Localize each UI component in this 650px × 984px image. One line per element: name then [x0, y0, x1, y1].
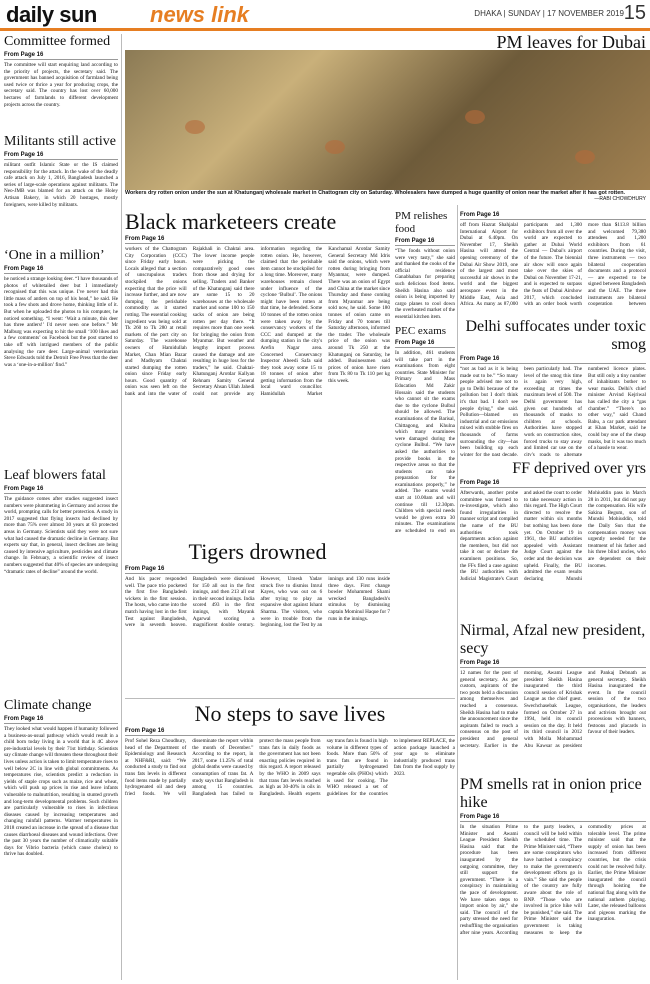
spacer [460, 50, 646, 51]
photo-caption: Workers dry rotten onion under the sun at Khatunganj wholesale market in Chattogram city on Saturday. Wholesalers have dumped a huge quantity of onion near the market after it has got rotten. [125, 190, 626, 196]
minion-text: he noticed a strange looking deer. “I have thousands of photos of whitetailed deer but I immediately recognised that this was unique. I've never had this little mass of antlers on top of his head,” he said. He took a few shots and drove home, thinking little of it. But when he uploaded the photos to his computer, he noticed something. “I went: ‘Wait a minute, this deer has three antlers!’ I'd never seen one before.” Mr Malburg was expecting to hit the small ‘100 likes and a few comments’ on Facebook but the post started to take off with intrigued members of the public analysing the rare deer. Large-animal veterinarian Steve Edwards told the Detroit Free Press that the deer was a ‘one-in-a-million’ find.” [4, 276, 118, 368]
page-number: 15 [623, 2, 646, 24]
blackmarket-jump: From Page 16 [125, 236, 390, 244]
nosteps-article [125, 702, 455, 980]
committee-jump: From Page 16 [4, 52, 118, 60]
ff-article [460, 460, 646, 618]
nirmal-headline: Nirmal, Afzal new president, secy [460, 622, 646, 657]
committee-text: The committee will start enquiring land according to the priority of projects, the secretary said. The government has banned acquisition of farmland being used twice or thrice a year for producing crops, the secretary said. The country has lost over 60,000 hectares of farmlands to different development projects across the country. [4, 62, 118, 108]
masthead-rule [0, 28, 650, 31]
tigers-article [125, 540, 390, 695]
newspaper-logo: daily sun [6, 2, 97, 27]
blackmarket-headline: Black marketeers create [125, 210, 337, 234]
nosteps-text: Prof Sohel Reza Choudhury, head of the Department of Epidemiology and Research at NHF&RI, said: “We conducted a study to find out trans fats levels in different food items made by partially hydrogenated oil and deep fried foods. We will disseminate the report within the month of December.” According to the report, in 2017, some 11.25% of total global deaths were caused by consumption of trans fat. A study says that Bangladesh is among 15 countries. Bangladesh has failed to protect the mass people from trans fats in daily foods as the government has not been enacting policies required in this regard. A report released by the WHO in 2009 says that trans fats levels reached as high as 30-40% in oils in Bangladesh. Health experts say trans fats is found in high volume in different types of foods. More than 50% of trans fats are found in partially hydrogenated vegetable oils (PHOs) which is used for cooking. The WHO released a set of guidelines for the countries to implement REPLACE, the action package launched a year ago to eliminate industrially produced trans fats from the food supply by 2023. [125, 738, 455, 797]
nosteps-headline: No steps to save lives [194, 702, 386, 726]
ff-jump: From Page 16 [460, 480, 646, 488]
column-divider [457, 205, 458, 980]
pec-headline: PEC exams [395, 325, 447, 337]
dubai-text: off from Hazrat Shahjalal International Airport for Dubai at 6.40pm. On November 17, Sheikh Hasina will attend the opening ceremony of the Dubai Air Show 2019, one of the largest and most successful air shows in the world and the biggest aerospace event in the Middle East, Asia and Africa. As many as 87,000 participants and 1,300 exhibitors from all over the world are expected to gather at Dubai World Central — Dubai's airport of the future. The biennial air show will once again take over the skies of Dubai on November 17-21, and is expected to surpass the feats of Dubai Airshow 2017, which concluded with an order book worth more than $113.8 billion and welcomed 79,380 attendees and 1,200 exhibitors from 61 countries. During the visit, three instruments — two bilateral cooperation documents and a protocol — are expected to be signed between Bangladesh and the UAE. The three instruments are bilateral cooperation between [460, 222, 646, 308]
onion-pile [575, 150, 595, 164]
leaf-headline: Leaf blowers fatal [4, 468, 106, 483]
delhi-headline: Delhi suffocates under toxic smog [465, 318, 646, 353]
pec-jump: From Page 16 [395, 340, 455, 348]
nirmal-text: 12 names for the post of general secretary. As per custom, aspirants of the two posts held a discussion among themselves and reached a consensus. Sheikh Hasina had to make the announcement since the aspirants failed to reach a consensus on the post of president and general secretary. Earlier in the morning, Awami League president Sheikh Hasina inaugurated the third council session of Krishak League as the chief guest. Swechchasebak League, formed on October 27 in 1994, held its council session on the day. It held its third council in 2012 with Molla Mohammad Abu Kawsar as president and Pankaj Debnath as general secretary. Sheikh Hasina inaugurated the event. In the council session of the two organisations, the leaders and activists brought out processions with banners, festoons and placards in favour of their leaders. [460, 670, 646, 749]
pec-article [395, 325, 455, 535]
climate-headline: Climate change [4, 698, 92, 713]
left-column [4, 34, 118, 980]
militants-jump: From Page 16 [4, 152, 118, 160]
blackmarket-text: workers of the Chattogram City Corporation (CCC) since Friday early hours. Locals alleged that a section of unscrupulous traders stockpiled the onions expecting that the price will increase further, and are now dumping the perishable commodity as it started rotting. The essential cooking ingredient was being sold at Tk 260 to Tk 280 at retail markets of the port city on Saturday. The warehouse owners of Hamidullah Market, Chan Mian Bazar and Madhyam Chaktai started dumping the rotten onion since Friday early hours. Good quantity of onion was seen left on the bank and into the water of Rajakhali in Chaktai area. The lower income people were picking the comparatively good ones from those and drying for selling. Traders and Banker of the Khatunganj said there are some 15 to 20 warehouses at the wholesale market and some 100 to 150 sacks of onion are being rotten per day there. “It requires more than one week for bringing the onion from Myanmar. But weather and lengthy import process caused the damage and are resulting in huge loss for the traders,” he said. Chaktai-Khatunganj Arotdar Kallyan Rehnam Samity General Secretary Ahsan Ullah Jahedi could not provide any information regarding the rotten onion. He, however, claimed that the perishable item cannot be stockpiled for a long time. Moreover, many warehouses remain closed under influence of the cyclone ‘Bulbul’. The onions might have been rotten at that time, he defended. Some 10 tonnes of the rotten onion were taken away by the conservancy workers of the CCC and dumped at the dumping station in the city's Arefin Nagar area. Concerned Conservancy Inspector Abeedi Safa said they took away some 15 to 18 tonnes of onion after getting information from the local ward councillor. Hamidullah Market Kanchamal Arotdar Samity General Secretary Md Idris said the onions, which were rotten during bringing from Myanmar, were dumped. There was an onion of Egypt and China at the market since Thursday and those coming from Myanmar are being sold now, he said. Some 180 tonnes of onion came on Friday and 70 tonnes till Saturday afternoon, informed the trader. The wholesale price of the onion was around Tk 250 at the Khatunganj on Saturday, he added. Businessmen said prices of onion have risen from Tk 80 to Tk 110 per kg this week. [125, 246, 390, 398]
pec-text: In addition, 461 students will take part in the examinations from eight countries. State Minister for Primary and Mass Education Md Zakir Hossain said the students who cannot sit the exams due to the cyclone Bulbul should be allowed. The examinations of the Barisal, Chittagong, and Khulna which many examinees were damaged during the cyclone Bulbul. “We have asked the authorities to provide books in the respective areas so that the students can take preparation for the examinations properly,” he added. The exams would start at 10.00am and will continue till 12.30pm. Children with special needs would be given extra 30 minutes. The examinations are scheduled to end on [395, 350, 455, 535]
onion-pile [325, 140, 345, 154]
tigers-jump: From Page 16 [125, 566, 390, 574]
masthead [0, 0, 650, 28]
dubai-article [460, 222, 646, 314]
onion-pile [185, 120, 205, 134]
relish-text: “The foods without onion were very tasty,” she said and thanked the cooks of the official residence Ganabhaban for preparing such delicious food items. Sheikh Hasina also said onion is being imported by cargo planes to cool down the overheated market of the essential kitchen item. [395, 248, 455, 320]
committee-headline: Committee formed [4, 34, 111, 49]
pmsmells-article [460, 776, 646, 980]
militants-text: militant outfit Islamic State or the IS claimed responsibility for the attack. In the wake of the deadly cafe attack on July 1, 2016, Bangladesh launched a series of large-scale operations against militants. The Neo-JMB was blamed for an attack on the Holey Artisan Bakery, in which 20 hostages, mostly foreigners, were killed by militants. [4, 162, 118, 208]
ff-headline: FF deprived over yrs [512, 460, 646, 477]
onion-pile [465, 110, 485, 124]
section-divider [125, 698, 455, 699]
relish-headline: PM relishes food [395, 210, 448, 235]
pmsmells-jump: From Page 16 [460, 814, 646, 822]
spacer [460, 50, 461, 51]
blackmarket-article [125, 210, 390, 535]
photo-credit: —RABI CHOWDHURY [594, 196, 646, 202]
dubai-header [384, 34, 646, 48]
dateline: DHAKA | SUNDAY | 17 NOVEMBER 2019 [474, 9, 624, 18]
pmsmells-text: In the situation Prime Minister and Awami League President Sheikh Hasina said that the procedure has been inaugurated by the outgoing committee, they still support the government. “There is a conspiracy in maintaining the pace of development. We have taken steps to import onion by air,” she said. The council of the party stressed the need for reshuffling the organisation after nine years. According to the party leaders, a council will be held within the scheduled time. The Prime Minister said, “There are some conspirators who have hatched a conspiracy to make the government's development efforts go in vain.” She said the people of the country are fully aware about the role of BNP. “Those who are involved in price hike will be punished,” she said. The Prime Minister said the government is taking measures to keep the commodity prices at tolerable level. The prime minister said that the supply of onion has been increased from different countries, but the crisis could not be resolved fully. Earlier, the Prime Minister inaugurated the council through hoisting the national flag along with the national anthem playing. Later, she released balloons and pigeons marking the inauguration. [460, 824, 646, 936]
ff-text: Afterwards, another probe committee was formed to re-investigate, which also found irregularities in manner script and compiled the name of the BU authorities took departments action against the members, but did not take it out or declare the examiners positions. So, the FFs filed a case against the BU authorities with Judicial Magistrate's Court and asked the court to order to take necessary action in this regard. The High Court directed to resolve the matter within six months but nothing has been done yet. On October 19 in 1961, the BU authorities appealed with Assistant Judge Court against the order and the decision was upheld. Finally, the BU admitted the exam results declaring Munshi Mohiuddin pass in March 28 in 2011, but did not pay the compensation. His wife Sakina Begum, son of Munshi Mohiuddin, told the Daily Sun that the compensation money was urgently needed for the treatment of his father and his three blind uncles, who are dependent on their incomes. [460, 490, 646, 582]
leaf-jump: From Page 16 [4, 486, 118, 494]
dubai-jump: From Page 16 [460, 212, 646, 220]
delhi-article [460, 318, 646, 456]
dubai-headline: PM leaves for Dubai [496, 34, 646, 48]
climate-jump: From Page 16 [4, 716, 118, 724]
tigers-headline: Tigers drowned [188, 540, 327, 564]
tigers-text: And his pacer responded well. The pace trio pocketed the first five Bangladesh wickets in the first session. The hosts, who came into the match having lost in the first Test against Bangladesh, were in seventh heaven. Bangladesh were dismissed for 150 all out in the first innings, and then 213 all out in their second innings. India scored 493 in the first innings, with Mayank Agarwal scoring a magnificent double century. However, Umesh Yadav struck five to dismiss Imrul Kayes, who was out on 6 after trying to play an expansive shot against Ishant Sharma. The visitors, who were in trouble from the beginning, lost the Test by an innings and 130 runs inside three days. First change bowler Mohammed Shami wrecked Bangladesh's stimulus by dismissing captain Mominul Haque for 7 runs in the innings. [125, 576, 390, 629]
nirmal-jump: From Page 16 [460, 660, 646, 668]
delhi-jump: From Page 16 [460, 356, 646, 364]
column-divider [121, 34, 122, 980]
leaf-text: The guidance comes after studies suggested insect numbers were plummeting in Germany and across the world, prompting calls for better protection. A study in 2017 suggested that flying insects had declined by more than 75% over almost 30 years at 63 protected areas in Germany. Scientists said they were not sure what had caused the dramatic decline in Germany. But experts say that, in general, insect declines are being caused by intensive agriculture, pesticides and climate change. In February, a scientific review of insect numbers suggested that 40% of species are undergoing “dramatic rates of decline” around the world. [4, 496, 118, 575]
delhi-text: “not as bad as it is being made out to be.” “So many people advised me not to go to Delhi because of the pollution but I don't think it's that bad. I don't see people dying,” she said. Pollution—blamed on industrial and car emissions mixed with stubble fires on thousands of farms surrounding the city—has been building up each winter for the past decade. been particularly bad. The level of the smog this time is again very high, exceeding at times the maximum level of 500. The Delhi government has given out hundreds of thousands of masks to children at schools. Authorities have stopped work on construction sites, forced trucks to stay away and limited car use on the city's roads to alternate numbered licence plates. But still only a tiny number of inhabitants bother to wear masks. Delhi's chief minister Arvind Kejriwal has called the city a “gas chamber.” “There's no other way,” said Chand Babu, a car park attendant at Khan Market, said he could buy one of the cheap masks, but it was too much of a hassle to wear. [460, 366, 646, 456]
nosteps-jump: From Page 16 [125, 728, 455, 736]
relish-article [395, 210, 455, 320]
minion-headline: ‘One in a million’ [4, 248, 105, 263]
climate-text: They looked what would happen if humanity followed a business-as-usual pathway which would result in a child born today living in a world that is 4C above pre-industrial levels by their 71st birthday. Scientists say climate change will threaten these throughout their lives unless action is taken to limit temperature rises to well below 2C in line with global commitments. As temperatures rise, scientists predict a reduction in yields of staple crops such as maize, rice and wheat, which will push up prices in rise and leave infants vulnerable to malnutrition, resulting in stunted growth and long-term developmental problems. Such children are particularly vulnerable to rises in infectious diseases caused by increasing temperatures and changing rainfall patterns. Warmer temperatures in 2018 created an increase in the spread of a disease that causes diarrhoeal diseases and wound infections. Over the past 30 years the number of climatically suitable days for Vibrio bacteria (which cause cholera) to thrive has doubled. [4, 726, 118, 858]
nirmal-article [460, 622, 646, 772]
section-title: news link [150, 2, 250, 27]
onion-photo [125, 50, 650, 190]
relish-jump: From Page 16 [395, 238, 455, 246]
militants-headline: Militants still active [4, 134, 116, 149]
minion-jump: From Page 16 [4, 266, 118, 274]
pmsmells-headline: PM smells rat in onion price hike [460, 776, 642, 811]
